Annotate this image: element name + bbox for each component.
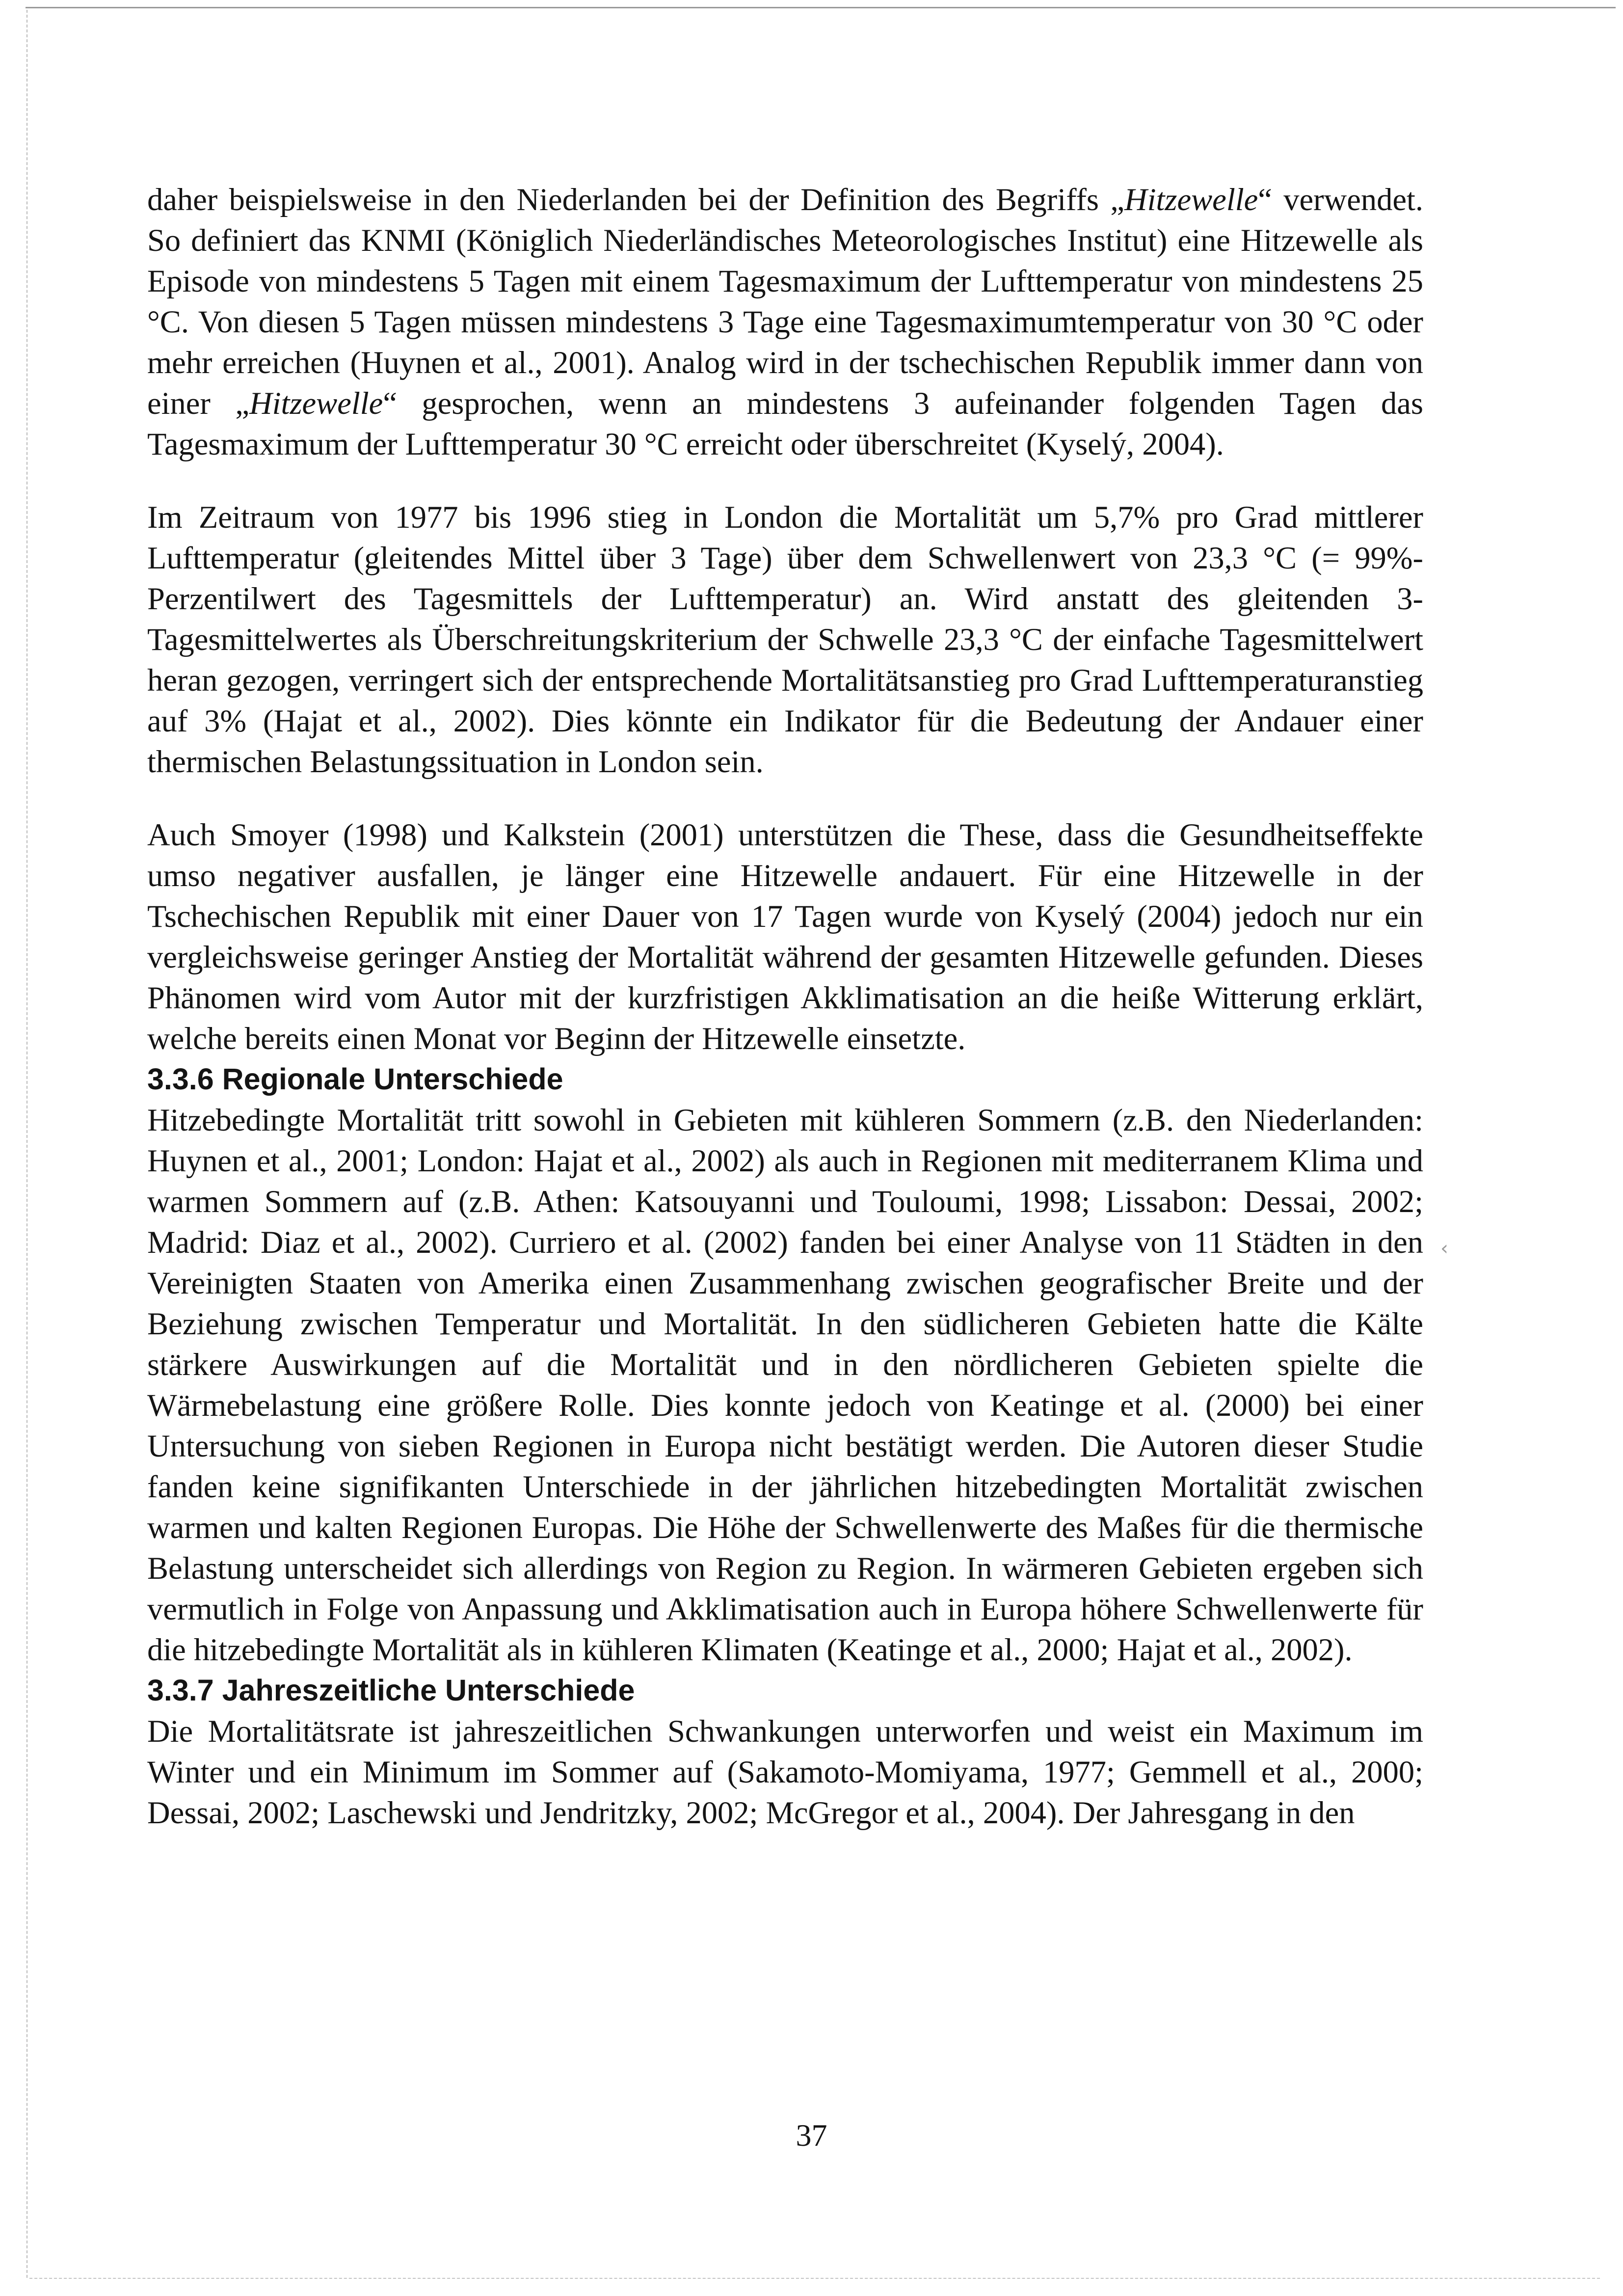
- text-run: “ gesprochen, wenn an mindestens 3 aufeinander folgenden Tagen das Tagesmaximum der Lufttemperatur 30 °C erreicht oder überschreitet (Kyselý, 2004).: [147, 386, 1423, 461]
- paragraph-seasonal-differences: Die Mortalitätsrate ist jahreszeitlichen Schwankungen unterworfen und weist ein Maximum im Winter und ein Minimum im Sommer auf (Sakamoto-Momiyama, 1977; Gemmell et al., 2000; Dessai, 2002; Laschewski und Jendritzky, 2002; McGregor et al., 2004). Der Jahresgang in den: [147, 1714, 1423, 1830]
- paragraph-hitzewelle-definition: [147, 179, 1423, 464]
- margin-mark: ‹: [1440, 1237, 1448, 1260]
- paragraph-regional-differences: Hitzebedingte Mortalität tritt sowohl in Gebieten mit kühleren Sommern (z.B. den Niederlanden: Huynen et al., 2001; London: Hajat et al., 2002) als auch in Regionen mit mediterranem Klima und warmen Sommern auf (z.B. Athen: Katsouyanni und Touloumi, 1998; Lissabon: Dessai, 2002; Madrid: Diaz et al., 2002). Curriero et al. (2002) fanden bei einer Analyse von 11 Städten in den Vereinigten Staaten von Amerika einen Zusammenhang zwischen geografischer Breite und der Beziehung zwischen Temperatur und Mortalität. In den südlicheren Gebieten hatte die Kälte stärkere Auswirkungen auf die Mortalität und in den nördlicheren Gebieten spielte die Wärmebelastung eine größere Rolle. Dies konnte jedoch von Keatinge et al. (2000) bei einer Untersuchung von sieben Regionen in Europa nicht bestätigt werden. Die Autoren dieser Studie fanden keine signifikanten Unterschiede in der jährlichen hitzebedingten Mortalität zwischen warmen und kalten Regionen Europas. Die Höhe der Schwellenwerte des Maßes für die thermische Belastung unterscheidet sich allerdings von Region zu Region. In wärmeren Gebieten ergeben sich vermutlich in Folge von Anpassung und Akklimatisation auch in Europa höhere Schwellenwerte für die hitzebedingte Mortalität als in kühleren Klimaten (Keatinge et al., 2000; Hajat et al., 2002).: [147, 1103, 1423, 1667]
- page-content: [147, 179, 1423, 1833]
- section-heading-regionale-unterschiede: 3.3.6 Regionale Unterschiede: [147, 1062, 563, 1096]
- paragraph-heatwave-duration: Auch Smoyer (1998) und Kalkstein (2001) unterstützen die These, dass die Gesundheitseffekte umso negativer ausfallen, je länger eine Hitzewelle andauert. Für eine Hitzewelle in der Tschechischen Republik mit einer Dauer von 17 Tagen wurde von Kyselý (2004) jedoch nur ein vergleichsweise geringer Anstieg der Mortalität während der gesamten Hitzewelle gefunden. Dieses Phänomen wird vom Autor mit der kurzfristigen Akklimatisation an die heiße Witterung erklärt, welche bereits einen Monat vor Beginn der Hitzewelle einsetzte.: [147, 817, 1423, 1056]
- section-heading-jahreszeitliche-unterschiede: 3.3.7 Jahreszeitliche Unterschiede: [147, 1674, 635, 1707]
- paragraph-london-mortality: Im Zeitraum von 1977 bis 1996 stieg in London die Mortalität um 5,7% pro Grad mittlerer Lufttemperatur (gleitendes Mittel über 3 Tage) über dem Schwellenwert von 23,3 °C (= 99%-Perzentilwert des Tagesmittels der Lufttemperatur) an. Wird anstatt des gleitenden 3-Tagesmittelwertes als Überschreitungskriterium der Schwelle 23,3 °C der einfache Tagesmittelwert heran gezogen, verringert sich der entsprechende Mortalitätsanstieg pro Grad Lufttemperaturanstieg auf 3% (Hajat et al., 2002). Dies könnte ein Indikator für die Bedeutung der Andauer einer thermischen Belastungssituation in London sein.: [147, 500, 1423, 779]
- page-number: 37: [796, 2118, 827, 2153]
- emphasis-term: Hitzewelle: [249, 386, 383, 421]
- scan-border-top: [26, 7, 1616, 8]
- text-run: “ verwendet. So definiert das KNMI (Königlich Niederländisches Meteorologisches Institut) eine Hitzewelle als Episode von mindestens 5 Tagen mit einem Tagesmaximum der Lufttemperatur von mindestens 25 °C. Von diesen 5 Tagen müssen mindestens 3 Tage eine Tagesmaximumtemperatur von 30 °C oder mehr erreichen (Huynen et al., 2001). Analog wird in der tschechischen Republik immer dann von einer „: [147, 182, 1424, 421]
- scan-border-bottom: [29, 2278, 1600, 2279]
- emphasis-term: Hitzewelle: [1124, 182, 1258, 217]
- text-run: daher beispielsweise in den Niederlanden bei der Definition des Begriffs „: [147, 182, 1125, 217]
